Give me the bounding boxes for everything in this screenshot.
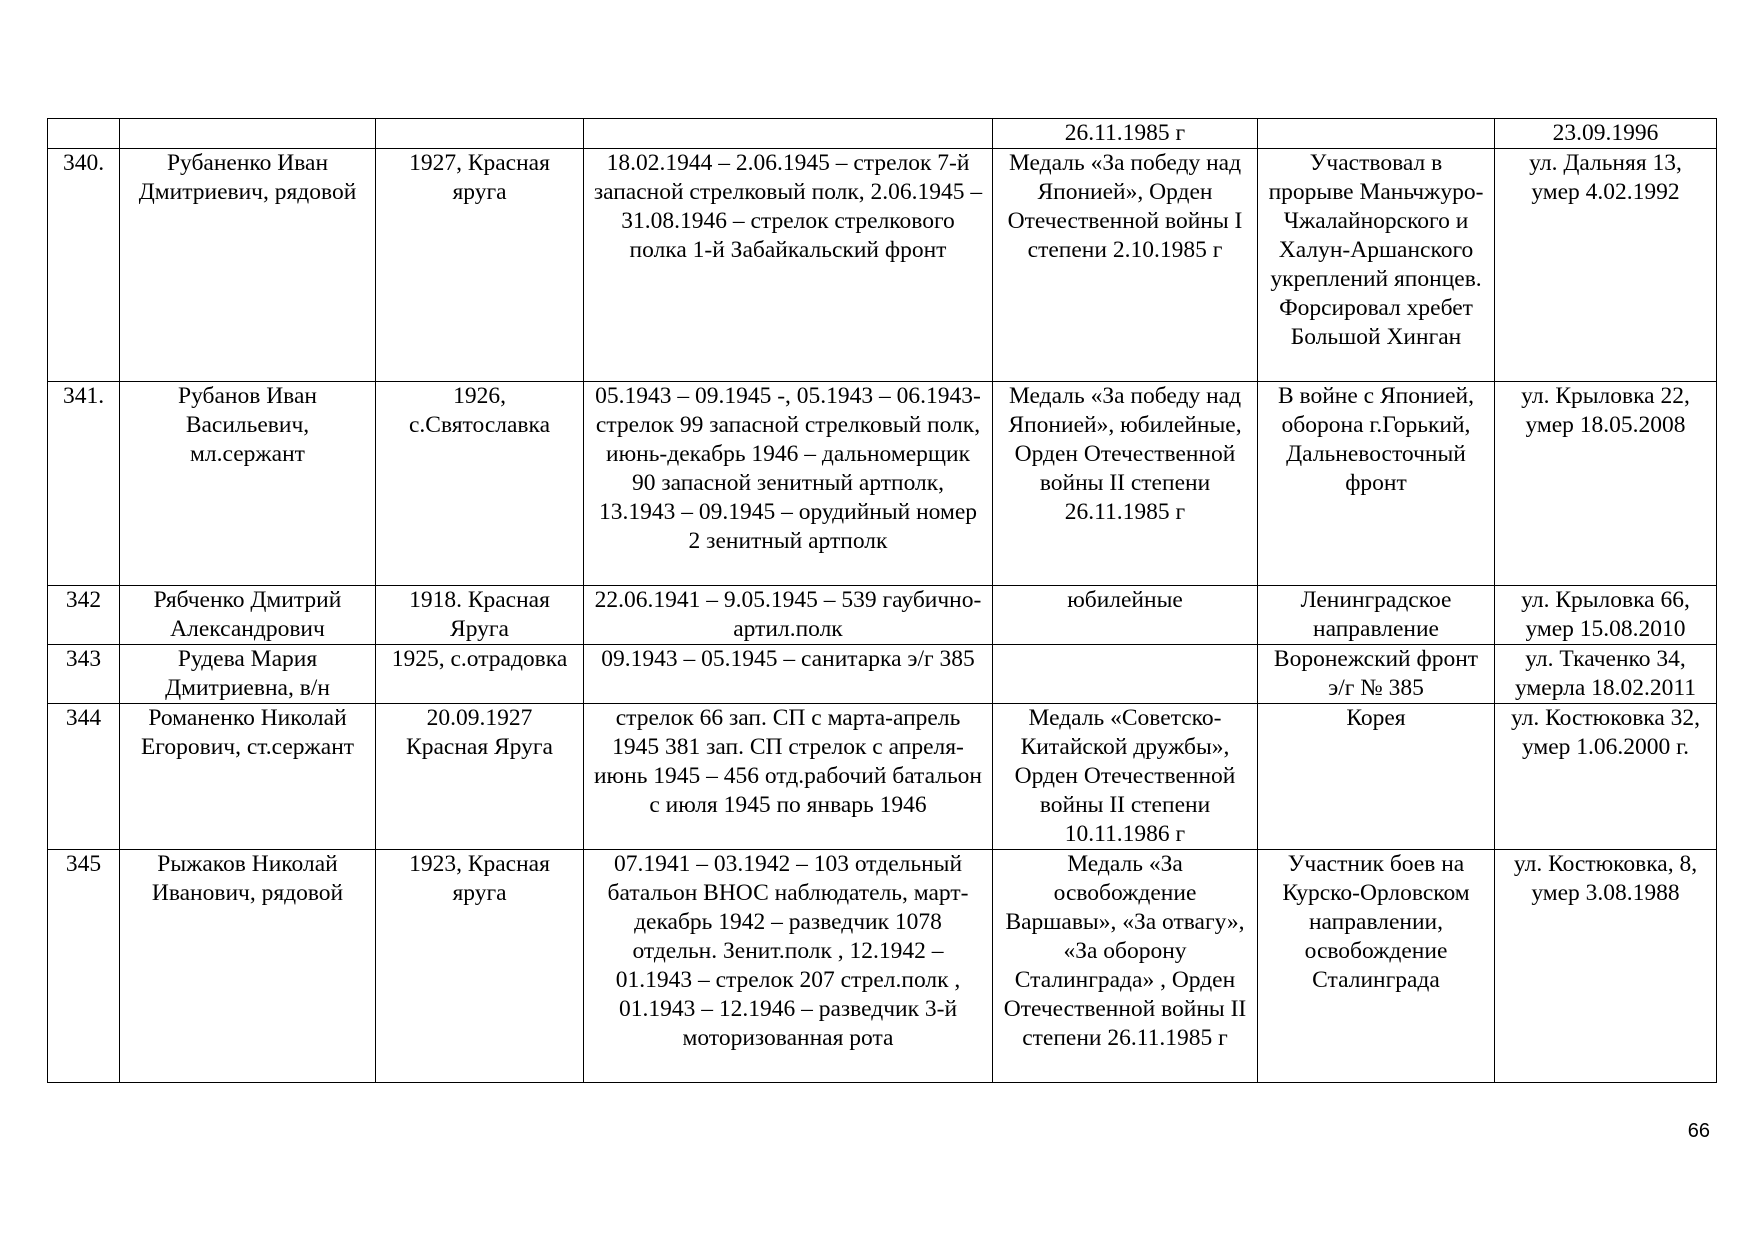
cell-participation: Участник боев на Курско-Орловском направлении, освобождение Сталинграда bbox=[1258, 850, 1495, 1083]
cell-awards: Медаль «За победу над Японией», Орден Отечественной войны I степени 2.10.1985 г bbox=[993, 149, 1258, 382]
cell-name bbox=[120, 119, 376, 149]
cell-birth: 1918. Красная Яруга bbox=[376, 586, 584, 645]
cell-birth bbox=[376, 119, 584, 149]
cell-awards: Медаль «Советско-Китайской дружбы», Орден Отечественной войны II степени 10.11.1986 г bbox=[993, 704, 1258, 850]
table-row bbox=[48, 704, 1717, 850]
cell-birth: 20.09.1927 Красная Яруга bbox=[376, 704, 584, 850]
cell-number: 341. bbox=[48, 382, 120, 586]
cell-participation: Корея bbox=[1258, 704, 1495, 850]
cell-awards: Медаль «За освобождение Варшавы», «За отвагу», «За оборону Сталинграда» , Орден Отечественной войны II степени 26.11.1985 г bbox=[993, 850, 1258, 1083]
cell-address: ул. Ткаченко 34, умерла 18.02.2011 bbox=[1495, 645, 1717, 704]
cell-address: ул. Крыловка 66, умер 15.08.2010 bbox=[1495, 586, 1717, 645]
cell-birth: 1926, с.Святославка bbox=[376, 382, 584, 586]
table-row bbox=[48, 586, 1717, 645]
page-number: 66 bbox=[1687, 1120, 1710, 1142]
table-row bbox=[48, 645, 1717, 704]
cell-birth: 1925, с.отрадовка bbox=[376, 645, 584, 704]
cell-service bbox=[584, 119, 993, 149]
table-row bbox=[48, 149, 1717, 382]
cell-awards: Медаль «За победу над Японией», юбилейные, Орден Отечественной войны II степени 26.11.1985 г bbox=[993, 382, 1258, 586]
cell-number bbox=[48, 119, 120, 149]
cell-service: 22.06.1941 – 9.05.1945 – 539 гаубично-артил.полк bbox=[584, 586, 993, 645]
cell-participation: Участвовал в прорыве Маньчжуро-Чжалайнорского и Халун-Аршанского укреплений японцев. Форсировал хребет Большой Хинган bbox=[1258, 149, 1495, 382]
cell-service: стрелок 66 зап. СП с марта-апрель 1945 381 зап. СП стрелок с апреля-июнь 1945 – 456 отд.рабочий батальон с июля 1945 по январь 1946 bbox=[584, 704, 993, 850]
cell-birth: 1923, Красная яруга bbox=[376, 850, 584, 1083]
cell-name: Рябченко Дмитрий Александрович bbox=[120, 586, 376, 645]
cell-participation: В войне с Японией, оборона г.Горький, Дальневосточный фронт bbox=[1258, 382, 1495, 586]
cell-number: 340. bbox=[48, 149, 120, 382]
cell-birth: 1927, Красная яруга bbox=[376, 149, 584, 382]
cell-service: 07.1941 – 03.1942 – 103 отдельный батальон ВНОС наблюдатель, март-декабрь 1942 – разведчик 1078 отдельн. Зенит.полк , 12.1942 – 01.1943 – стрелок 207 стрел.полк , 01.1943 – 12.1946 – разведчик 3-й моторизованная рота bbox=[584, 850, 993, 1083]
cell-name: Рыжаков Николай Иванович, рядовой bbox=[120, 850, 376, 1083]
cell-name: Рудева Мария Дмитриевна, в/н bbox=[120, 645, 376, 704]
cell-address: ул. Костюковка, 8, умер 3.08.1988 bbox=[1495, 850, 1717, 1083]
cell-name: Рубаненко Иван Дмитриевич, рядовой bbox=[120, 149, 376, 382]
veterans-table bbox=[47, 118, 1717, 1083]
table-row bbox=[48, 850, 1717, 1083]
cell-awards bbox=[993, 645, 1258, 704]
cell-number: 345 bbox=[48, 850, 120, 1083]
cell-awards: юбилейные bbox=[993, 586, 1258, 645]
cell-service: 09.1943 – 05.1945 – санитарка э/г 385 bbox=[584, 645, 993, 704]
cell-number: 344 bbox=[48, 704, 120, 850]
table-row bbox=[48, 382, 1717, 586]
cell-address: ул. Дальняя 13, умер 4.02.1992 bbox=[1495, 149, 1717, 382]
cell-name: Рубанов Иван Васильевич, мл.сержант bbox=[120, 382, 376, 586]
cell-name: Романенко Николай Егорович, ст.сержант bbox=[120, 704, 376, 850]
cell-participation: Воронежский фронт э/г № 385 bbox=[1258, 645, 1495, 704]
cell-number: 343 bbox=[48, 645, 120, 704]
cell-address: 23.09.1996 bbox=[1495, 119, 1717, 149]
cell-participation: Ленинградское направление bbox=[1258, 586, 1495, 645]
cell-awards: 26.11.1985 г bbox=[993, 119, 1258, 149]
cell-number: 342 bbox=[48, 586, 120, 645]
table-row-continuation bbox=[48, 119, 1717, 149]
cell-address: ул. Крыловка 22, умер 18.05.2008 bbox=[1495, 382, 1717, 586]
cell-service: 18.02.1944 – 2.06.1945 – стрелок 7-й запасной стрелковый полк, 2.06.1945 – 31.08.1946 – стрелок стрелкового полка 1-й Забайкальский фронт bbox=[584, 149, 993, 382]
cell-service: 05.1943 – 09.1945 -, 05.1943 – 06.1943- стрелок 99 запасной стрелковый полк, июнь-декабрь 1946 – дальномерщик 90 запасной зенитный артполк, 13.1943 – 09.1945 – орудийный номер 2 зенитный артполк bbox=[584, 382, 993, 586]
cell-address: ул. Костюковка 32, умер 1.06.2000 г. bbox=[1495, 704, 1717, 850]
cell-participation bbox=[1258, 119, 1495, 149]
